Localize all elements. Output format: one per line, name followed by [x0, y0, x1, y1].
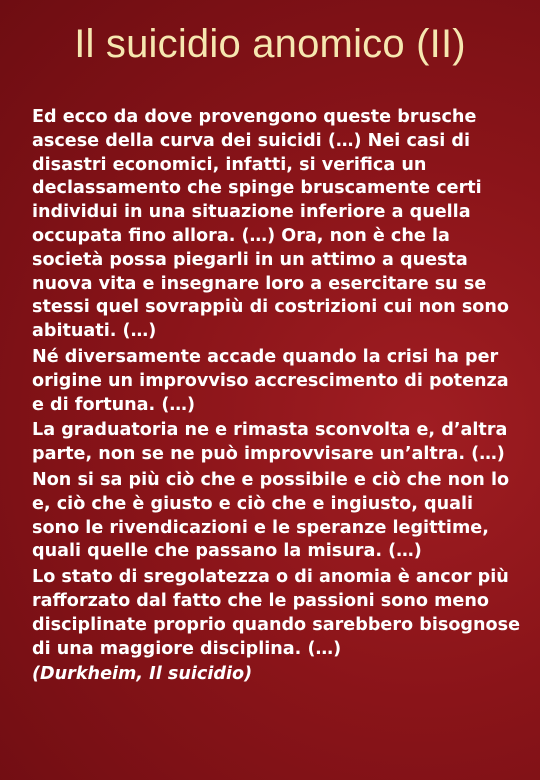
slide-title: Il suicidio anomico (II)	[74, 22, 466, 66]
paragraph-sudden-power: Né diversamente accade quando la crisi ha per origine un improvviso accrescimento di potenza e di fortuna. (…)	[32, 346, 509, 415]
citation: (Durkheim, Il suicidio)	[32, 664, 253, 685]
paragraph-uncertain-limits: Non si sa più ciò che e possibile e ciò che non lo e, ciò che è giusto e ciò che e ingiusto, quali sono le rivendicazioni e le speranze legittime, quali quelle che passano la misura. (…)	[32, 469, 510, 562]
paragraph-economic-disasters: Ed ecco da dove provengono queste brusche ascese della curva dei suicidi (…) Nei casi di disastri economici, infatti, si verifica un declassamento che spinge bruscamente certi individui in una situazione inferiore a quella occupata fino allora. (…) Ora, non è che la società possa piegarli in un attimo a questa nuova vita e insegnare loro a esercitare su se stessi quel sovrappiù di costrizioni cui non sono abituati. (…)	[32, 107, 510, 342]
slide-body	[32, 106, 524, 687]
paragraph-ranking-upset: La graduatoria ne e rimasta sconvolta e, d’altra parte, non se ne può improvvisare un’altra. (…)	[32, 420, 508, 465]
paragraph-anomie-state: Lo stato di sregolatezza o di anomia è ancor più rafforzato dal fatto che le passioni sono meno disciplinate proprio quando sarebbero bisognose di una maggiore disciplina. (…)	[32, 567, 521, 659]
